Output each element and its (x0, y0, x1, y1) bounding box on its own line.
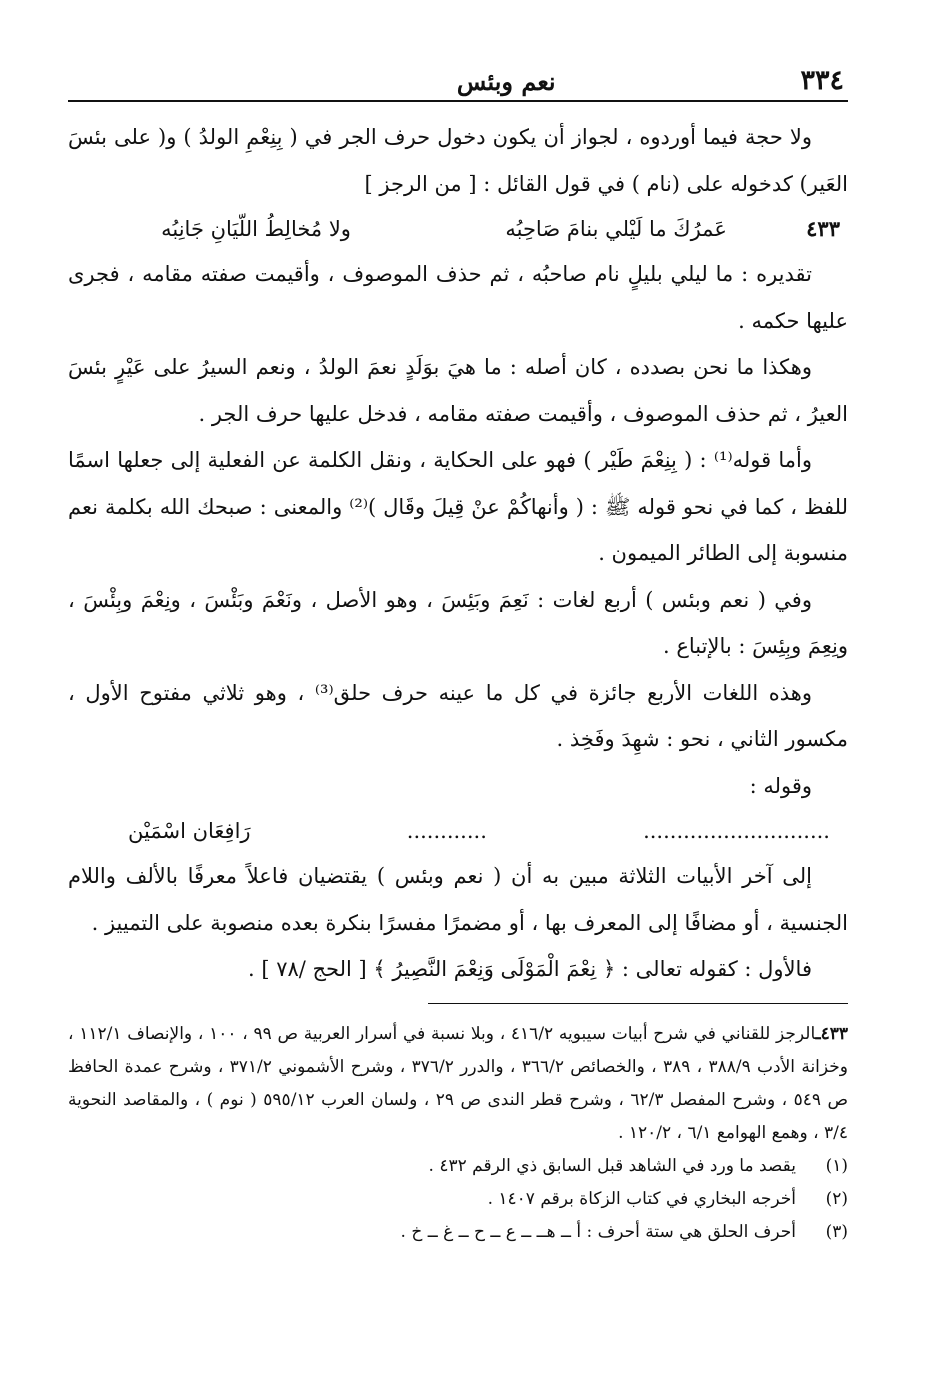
paragraph-7: وقوله : (749, 773, 812, 798)
footnote-item (68, 1150, 848, 1183)
footnote-verse-source (68, 1018, 848, 1150)
footnote-item (68, 1183, 848, 1216)
verse-fragment (68, 809, 848, 853)
footnote-text: أخرجه البخاري في كتاب الزكاة برقم ١٤٠٧ . (487, 1188, 796, 1209)
footnote-verse-label: ٤٣٣ـ (815, 1023, 849, 1044)
page-header (68, 56, 848, 102)
verse-fragment-right: رَافِعَان اسْمَيْن (128, 818, 251, 843)
footnote-text: أحرف الحلق هي ستة أحرف : أ ــ هــ ــ ع ــ ح ــ غ ــ خ . (400, 1221, 796, 1242)
verse-number: ٤٣٣ (806, 215, 840, 241)
main-text (68, 114, 848, 993)
running-head: نعم وبئس (456, 67, 556, 96)
paragraph-9: فالأول : كقوله تعالى : ﴿ نِعْمَ الْمَوْلَى وَنِعْمَ النَّصِيرُ ﴾ [ الحج /٧٨ ] . (247, 957, 812, 981)
footnote-text: يقصد ما ورد في الشاهد قبل السابق ذي الرقم ٤٣٢ . (428, 1155, 796, 1176)
paragraph-4: وأما قوله⁽¹⁾ : ( بِنِعْمَ طَيْر ) فهو على الحكاية ، ونقل الكلمة عن الفعلية إلى جعلها اسمًا للفظ ، كما في نحو قوله ﷺ : ( وأنهاكُمْ عنْ قِيلَ وقَال )⁽²⁾ والمعنى : صبحك الله بكلمة نعم منسوبة إلى الطائر الميمون . (68, 448, 848, 565)
footnote-number: (١) (825, 1155, 848, 1176)
paragraph-3: وهكذا ما نحن بصدده ، كان أصله : ما هيَ بوَلَدٍ نعمَ الولدُ ، ونعم السيرُ على عَيْرٍ بئسَ العيرُ ، ثم حذف الموصوف ، وأقيمت صفته مقامه ، فدخل عليها حرف الجر . (68, 355, 848, 426)
book-page (68, 56, 848, 1249)
footnote-number: (٢) (825, 1188, 848, 1209)
footnotes (68, 1018, 848, 1249)
footnote-number: (٣) (825, 1221, 848, 1242)
paragraph-6: وهذه اللغات الأربع جائزة في كل ما عينه حرف حلق⁽³⁾ ، وهو ثلاثي مفتوح الأول ، مكسور الثاني ، نحو : شهِدَ وفَخِذ . (68, 680, 848, 751)
footnote-verse-text: الرجز للقناني في شرح أبيات سيبويه ٤١٦/٢ ، وبلا نسبة في أسرار العربية ص ٩٩ ، ١٠٠ ، والإنصاف ١١٢/١ ، وخزانة الأدب ٣٨٨/٩ ، ٣٨٩ ، والخصائص ٣٦٦/٢ ، والدرر ٣٧٦/٢ ، وشرح الأشموني ٣٧١/٢ ، وشرح عمدة الحافظ ص ٥٤٩ ، وشرح المفصل ٦٢/٣ ، وشرح قطر الندى ص ٢٩ ، ولسان العرب ٥٩٥/١٢ ( نوم ) ، والمقاصد النحوية ٣/٤ ، وهمع الهوامع ٦/١ ، ١٢٠/٢ . (68, 1023, 849, 1143)
verse-hemistich-1: عَمرُكَ ما لَيْلي بنامَ صَاحِبُه (505, 216, 727, 241)
verse-fragment-mid: ............ (406, 818, 487, 843)
verse-fragment-left: ............................ (643, 818, 830, 843)
paragraph-5: وفي ( نعم وبئس ) أربع لغات : نَعِمَ وبَئِسَ ، وهو الأصل ، ونَعْمَ وبَئْسَ ، ونِعْمَ وبِئْسَ ، ونِعِمَ وبِئِسَ : بالإتباع . (68, 587, 848, 658)
paragraph-8: إلى آخر الأبيات الثلاثة مبين به أن ( نعم وبئس ) يقتضيان فاعلاً معرفًا بالألف واللام الجنسية ، أو مضافًا إلى المعرف بها ، أو مضمرًا مفسرًا بنكرة بعده منصوبة على التمييز . (68, 864, 848, 935)
footnote-item (68, 1216, 848, 1249)
paragraph-2: تقديره : ما ليلي بليلٍ نام صاحبُه ، ثم حذف الموصوف ، وأقيمت صفته مقامه ، فجرى عليها حكمه . (68, 262, 848, 333)
page-number: ٣٣٤ (800, 65, 844, 96)
verse-433 (68, 207, 848, 251)
verse-hemistich-2: ولا مُخالِطُ اللّيَانِ جَانِبُه (161, 216, 351, 241)
paragraph-1: ولا حجة فيما أوردوه ، لجواز أن يكون دخول حرف الجر في ( بِنِعْمِ الولدُ ) و( على بئسَ العَير) كدخوله على (نام ) في قول القائل : [ من الرجز ] (68, 125, 848, 196)
footnote-divider (428, 1003, 848, 1004)
